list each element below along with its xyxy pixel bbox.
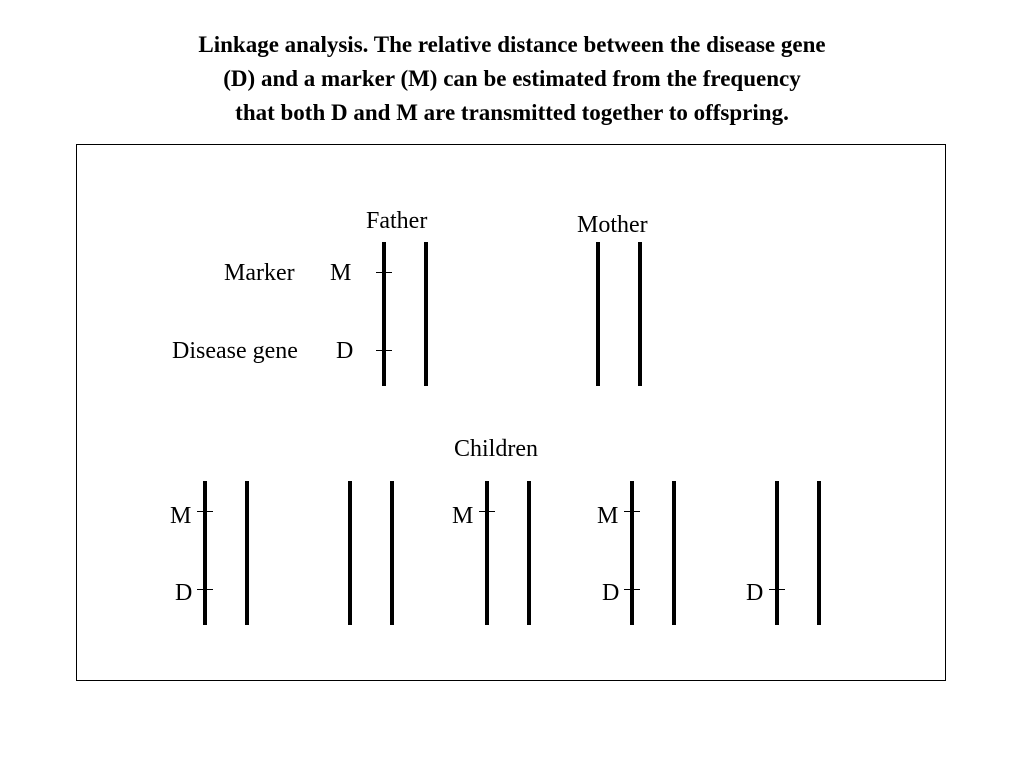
child-3-chromosome-2 (527, 481, 531, 625)
child-5-chromosome-1 (775, 481, 779, 625)
children-label: Children (454, 436, 538, 462)
child-4-disease-label: D (602, 580, 620, 606)
marker-letter: M (330, 260, 352, 286)
child-4-marker-tick (624, 511, 640, 512)
caption-line-2: (D) and a marker (M) can be estimated from the frequency (223, 66, 801, 91)
child-4-disease-tick (624, 589, 640, 590)
child-5-chromosome-2 (817, 481, 821, 625)
father-chromosome-1 (382, 242, 386, 386)
child-3-chromosome-1 (485, 481, 489, 625)
child-1-disease-label: D (175, 580, 193, 606)
marker-label: Marker (224, 260, 295, 286)
child-1-chromosome-2 (245, 481, 249, 625)
child-2-chromosome-1 (348, 481, 352, 625)
child-5-disease-tick (769, 589, 785, 590)
figure-caption (0, 28, 1024, 130)
child-4-chromosome-1 (630, 481, 634, 625)
father-disease-tick (376, 350, 392, 351)
father-chromosome-2 (424, 242, 428, 386)
child-1-chromosome-1 (203, 481, 207, 625)
child-4-marker-label: M (597, 503, 619, 529)
child-2-chromosome-2 (390, 481, 394, 625)
mother-chromosome-1 (596, 242, 600, 386)
child-5-disease-label: D (746, 580, 764, 606)
mother-chromosome-2 (638, 242, 642, 386)
caption-line-1: Linkage analysis. The relative distance between the disease gene (198, 32, 826, 57)
caption-line-3: that both D and M are transmitted together to offspring. (235, 100, 789, 125)
child-4-chromosome-2 (672, 481, 676, 625)
disease-letter: D (336, 338, 354, 364)
father-label: Father (366, 208, 428, 234)
mother-label: Mother (577, 212, 648, 238)
disease-gene-label: Disease gene (172, 338, 298, 364)
child-1-disease-tick (197, 589, 213, 590)
child-1-marker-tick (197, 511, 213, 512)
father-marker-tick (376, 272, 392, 273)
child-1-marker-label: M (170, 503, 192, 529)
child-3-marker-label: M (452, 503, 474, 529)
child-3-marker-tick (479, 511, 495, 512)
